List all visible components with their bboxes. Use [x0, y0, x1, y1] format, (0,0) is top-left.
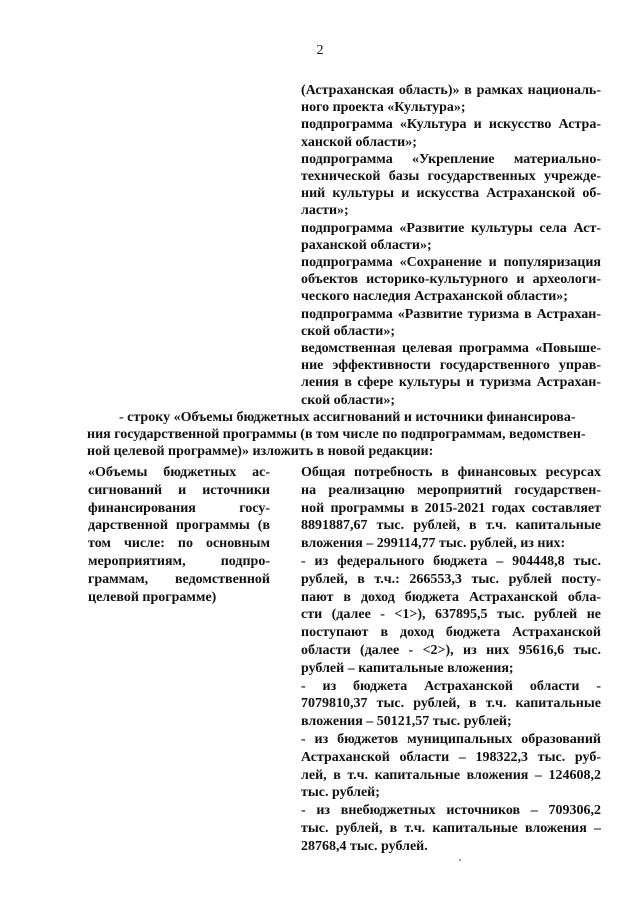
row-label-column [88, 464, 270, 606]
list-line: ние эффективности государственного управ- [301, 358, 601, 374]
label-line: финансирования госу- [88, 500, 270, 516]
funding-line: - из бюджетов муниципальных образований [301, 731, 601, 747]
funding-line: 7079810,37 тыс. рублей, в т.ч. капитальные [301, 696, 601, 712]
label-line: том числе: по основным [88, 536, 270, 552]
funding-line: пают в доход бюджета Астраханской обла- [301, 589, 601, 605]
list-line: ской области»; [301, 323, 395, 339]
funding-line: тыс. рублей; [301, 785, 380, 801]
list-line: подпрограмма «Развитие культуры села Аст- [301, 220, 601, 236]
list-line: технической базы государственных учрежде- [301, 169, 601, 185]
list-line: (Астраханская область)» в рамках националь- [301, 83, 601, 98]
funding-line: Общая потребность в финансовых ресурсах [301, 465, 601, 480]
list-line: подпрограмма «Развитие туризма в Астрахан- [301, 306, 601, 322]
page-number: 2 [316, 43, 324, 58]
funding-line: поступают в доход бюджета Астраханской [301, 625, 601, 641]
list-line: ской области»; [301, 392, 395, 408]
funding-line: рублей, в т.ч.: 266553,3 тыс. рублей посту- [301, 571, 601, 587]
funding-line: рублей – капитальные вложения; [301, 660, 514, 676]
funding-line: вложения – 50121,57 тыс. рублей; [301, 714, 512, 730]
funding-line: Астраханской области – 198322,3 тыс. руб- [301, 749, 601, 765]
list-line: ления в сфере культуры и туризма Астрахан- [301, 375, 601, 391]
list-line: подпрограмма «Культура и искусство Астра- [301, 117, 601, 133]
amendment-instruction [87, 409, 601, 461]
instruction-line: ной целевой программе)» изложить в новой редакции: [87, 444, 434, 460]
instruction-line: ния государственной программы (в том числе по подпрограммам, ведомствен- [87, 427, 586, 443]
label-line: сигнований и источники [88, 482, 270, 498]
scan-speck [459, 859, 461, 861]
subprogram-list [301, 82, 601, 409]
funding-line: вложения – 299114,77 тыс. рублей, из них: [301, 536, 566, 552]
list-line: подпрограмма «Укрепление материально- [301, 151, 601, 167]
funding-line: сти (далее - <1>), 637895,5 тыс. рублей не [301, 607, 601, 623]
funding-line: - из бюджета Астраханской области - [301, 678, 601, 694]
label-line: дарственной программы (в [88, 518, 270, 534]
funding-line: 8891887,67 тыс. рублей, в т.ч. капитальные [301, 518, 601, 534]
list-line: подпрограмма «Сохранение и популяризация [301, 255, 601, 271]
instruction-line: - строку «Объемы бюджетных ассигнований и источники финансирова- [119, 410, 576, 425]
funding-line: лей, в т.ч. капитальные вложения – 124608,2 [301, 767, 601, 783]
list-line: ческого наследия Астраханской области»; [301, 289, 568, 305]
funding-line: области (далее - <2>), из них 95616,6 тыс. [301, 642, 601, 658]
list-line: ведомственная целевая программа «Повыше- [301, 341, 601, 357]
funding-line: тыс. рублей, в т.ч. капитальные вложения – [301, 820, 601, 836]
label-line: мероприятиям, подпро- [88, 553, 270, 569]
label-line: граммам, ведомственной [88, 571, 270, 587]
list-line: ного проекта «Культура»; [301, 100, 466, 116]
funding-description-column [301, 464, 601, 856]
funding-line: ной программы в 2015-2021 годах составляет [301, 500, 601, 516]
list-line: раханской области»; [301, 237, 432, 253]
funding-line: - из федерального бюджета – 904448,8 тыс. [301, 553, 601, 569]
list-line: объектов историко-культурного и археологи- [301, 272, 601, 288]
list-line: ханской области»; [301, 134, 417, 150]
funding-line: 28768,4 тыс. рублей. [301, 838, 428, 854]
label-line: целевой программе) [88, 589, 217, 605]
label-line: «Объемы бюджетных ас- [88, 465, 270, 480]
list-line: ний культуры и искусства Астраханской об- [301, 186, 601, 202]
funding-line: - из внебюджетных источников – 709306,2 [301, 803, 601, 819]
funding-line: на реализацию мероприятий государствен- [301, 482, 601, 498]
list-line: ласти»; [301, 203, 349, 219]
